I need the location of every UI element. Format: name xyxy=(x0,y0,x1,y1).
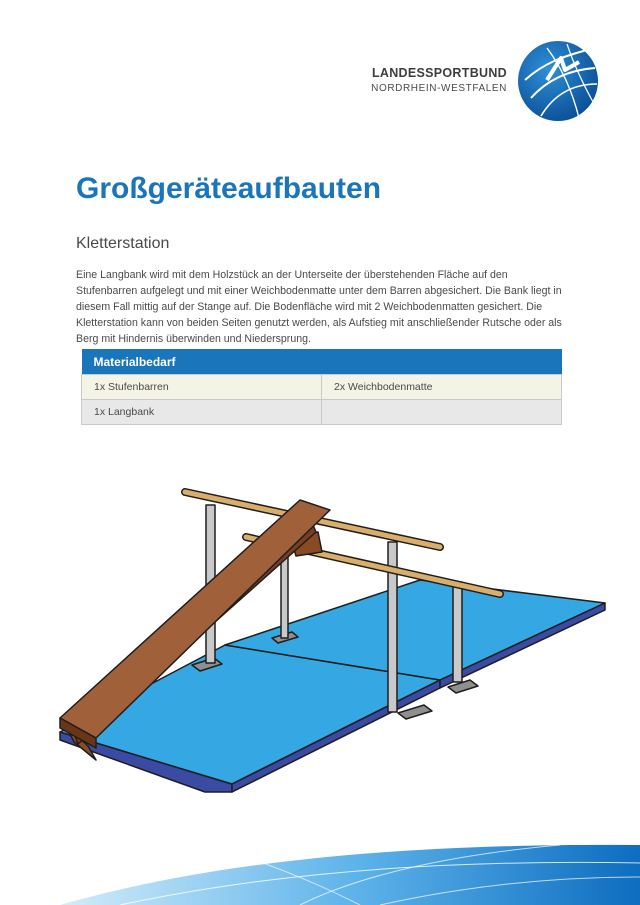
org-line1: LANDESSPORTBUND xyxy=(371,66,507,80)
table-cell xyxy=(322,400,562,425)
table-row xyxy=(82,375,562,400)
kletterstation-illustration xyxy=(0,470,640,810)
material-table-header: Materialbedarf xyxy=(82,349,562,375)
table-cell: 1x Langbank xyxy=(82,400,322,425)
org-name xyxy=(371,66,507,94)
material-table xyxy=(81,349,562,425)
footer-decoration xyxy=(0,815,640,905)
page-title: Großgeräteaufbauten xyxy=(76,172,382,205)
org-line2: NORDRHEIN-WESTFALEN xyxy=(371,83,507,94)
table-row xyxy=(82,400,562,425)
section-subtitle: Kletterstation xyxy=(76,235,170,252)
description-text: Eine Langbank wird mit dem Holzstück an der Unterseite der überstehenden Fläche auf den Stufenbarren aufgelegt und mit einer Weichbodenmatte unter dem Barren abgesichert. Die Bank liegt in diesem Fall mittig auf der Stange auf. Die Bodenfläche wird mit 2 Weichbodenmatten gesichert. Die Kletterstation kann von beiden Seiten genutzt werden, als Aufstieg mit anschließender Rutsche oder als Berg mit Hindernis überwinden und Niedersprung. xyxy=(76,269,562,345)
lsb-logo-icon xyxy=(517,40,599,122)
table-cell: 2x Weichbodenmatte xyxy=(322,375,562,400)
table-cell: 1x Stufenbarren xyxy=(82,375,322,400)
